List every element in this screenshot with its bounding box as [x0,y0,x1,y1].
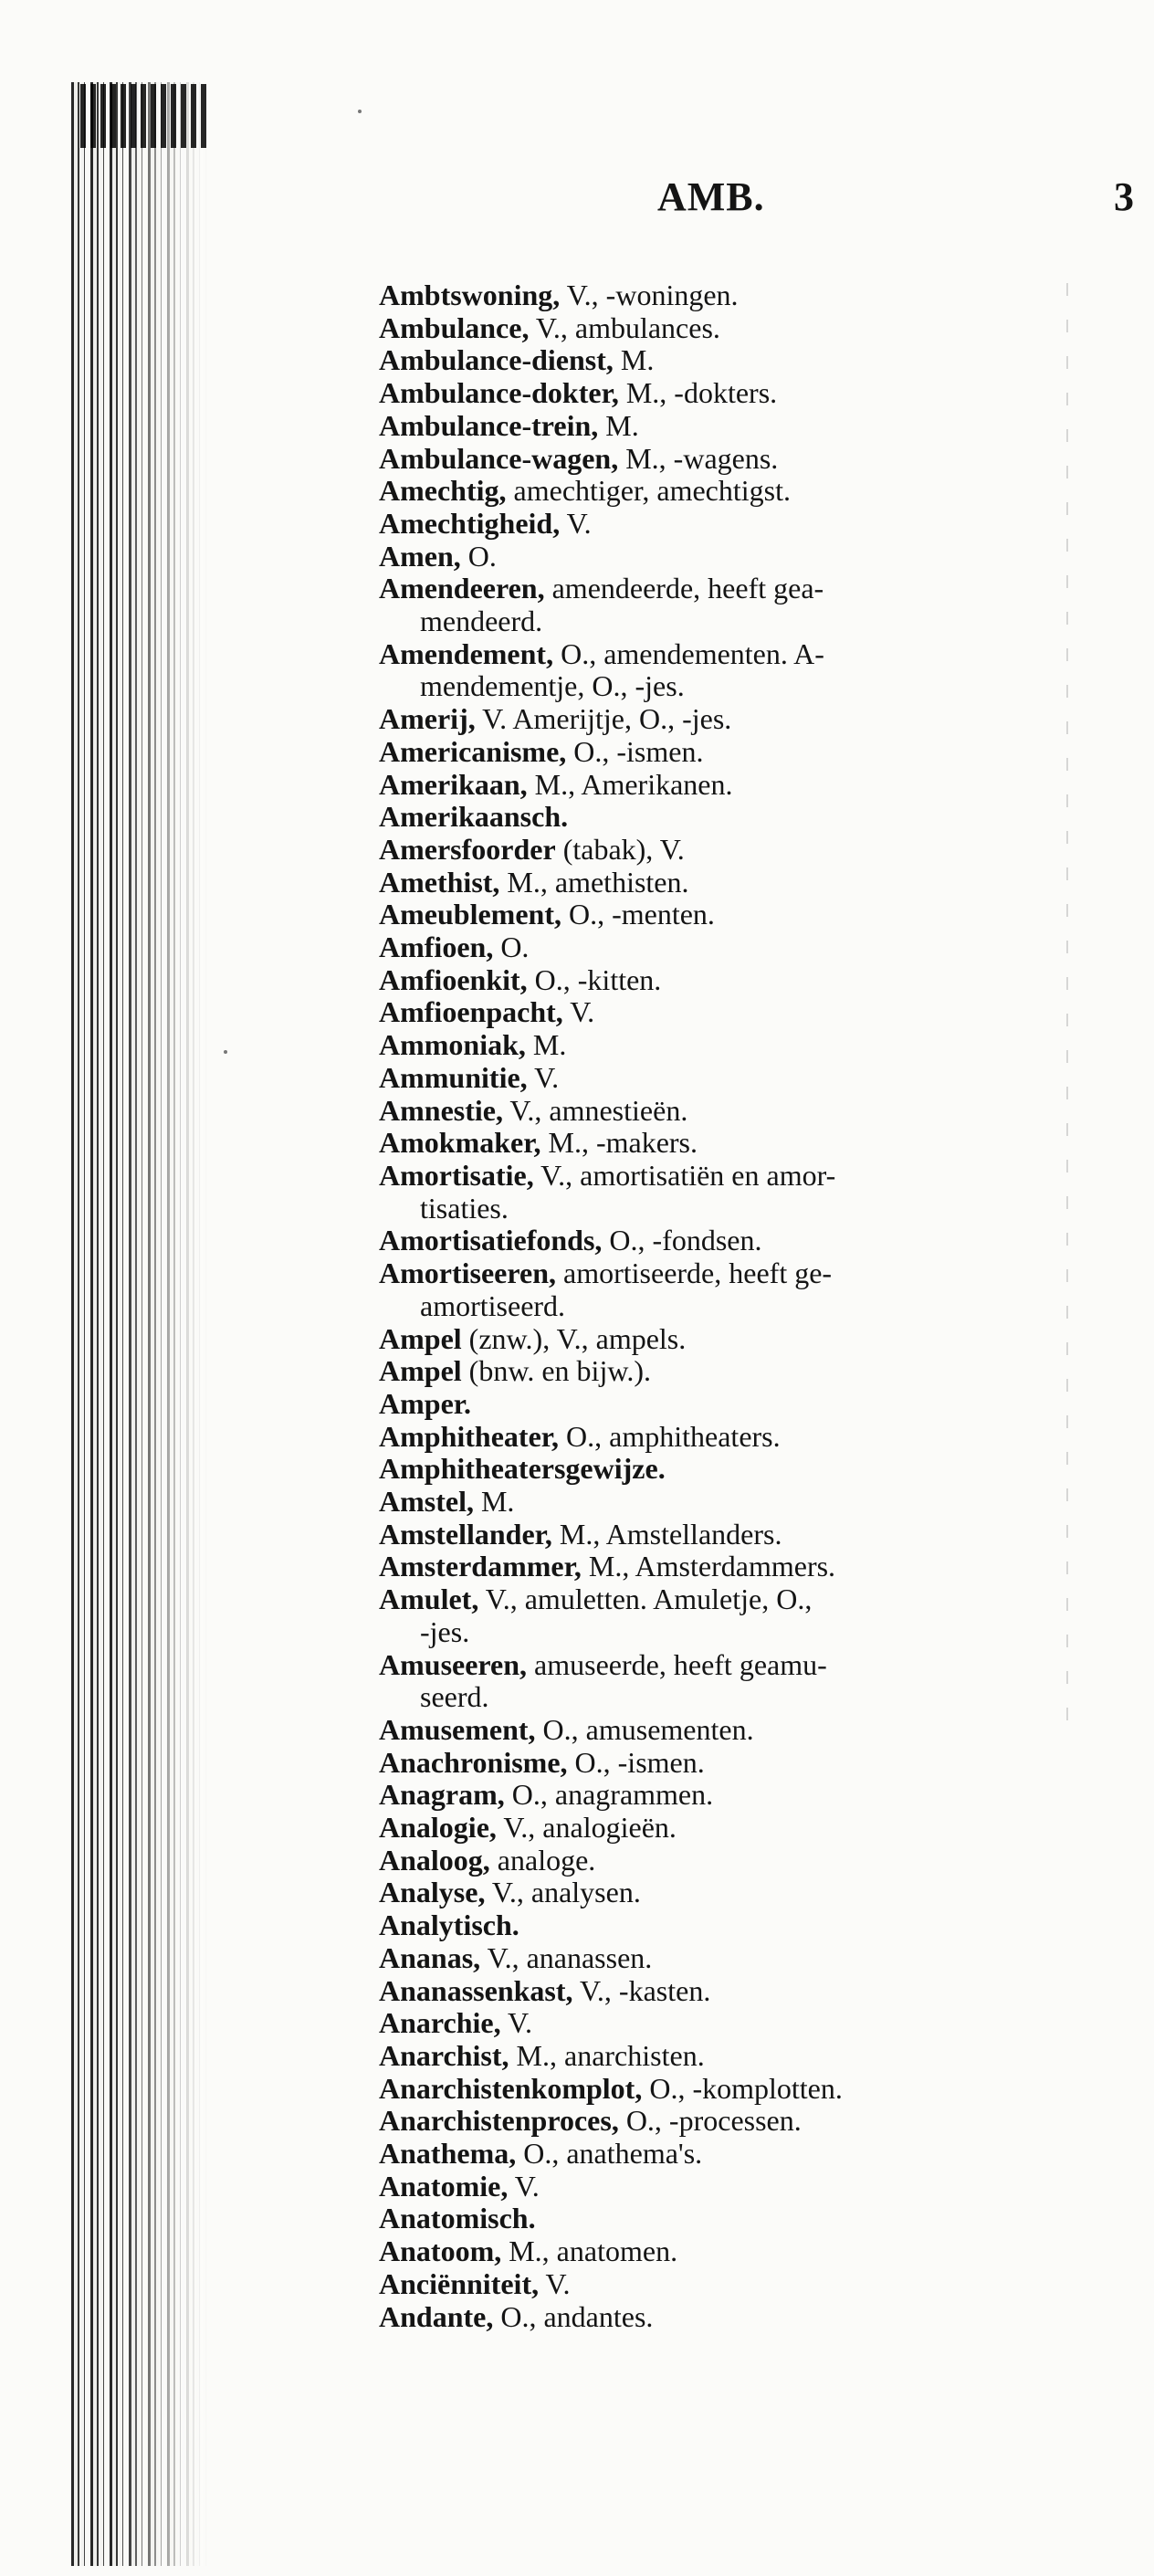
entry-definition: O., andantes. [493,2299,654,2333]
entry-definition: V. Amerijtje, O., -jes. [475,702,732,736]
entry-headword: Amfioen, [379,931,494,964]
dictionary-entry [379,769,1073,802]
entry-definition: V. [562,995,595,1029]
entry-headword: Amstellander, [379,1517,552,1551]
dictionary-entry [379,1583,1073,1648]
dictionary-entry [379,834,1073,867]
entry-definition: V., ambulances. [529,310,720,344]
entry-headword: Amortiseeren, [379,1256,556,1290]
dictionary-entry [379,1975,1073,2008]
entry-definition: V., amortisatiën en amor- [533,1158,836,1192]
dictionary-entry [379,2268,1073,2301]
dictionary-entry [379,1257,1073,1322]
entry-headword: Amfioenkit, [379,962,528,996]
dictionary-entry [379,931,1073,964]
entry-headword: Amersfoorder [379,832,556,866]
entry-headword: Amper. [379,1386,472,1420]
entry-headword: Analoog, [379,1843,490,1877]
entry-definition: M., amethisten. [499,865,689,899]
entry-headword: Ammunitie, [379,1060,528,1094]
dictionary-entry [379,1486,1073,1519]
entry-definition: M., -makers. [540,1126,698,1160]
entry-definition: M. [473,1485,515,1519]
dictionary-entry [379,1909,1073,1942]
dictionary-entry [379,1877,1073,1909]
entry-definition: V. [539,2266,571,2300]
entry-definition: V., analysen. [485,1876,641,1909]
entry-definition: O., -processen. [618,2104,802,2138]
dictionary-entry [379,2171,1073,2203]
entry-headword: Analytisch. [379,1908,519,1942]
entry-definition: V., amnestieën. [502,1093,688,1127]
entry-headword: Amortisatie, [379,1158,534,1192]
entry-definition: O. [460,539,497,573]
entry-definition: M., Amerikanen. [527,767,733,801]
dictionary-entry [379,638,1073,703]
entry-definition: V., amuletten. Amuletje, O., [478,1582,813,1616]
dictionary-entry [379,2007,1073,2040]
entry-definition: amechtiger, amechtigst. [506,474,791,508]
running-head: AMB. [657,174,765,219]
entry-headword: Ananassenkast, [379,1973,573,2007]
dictionary-entry [379,1779,1073,1812]
entry-definition: V. [560,506,592,540]
dictionary-entry [379,2203,1073,2235]
entry-headword: Anciënniteit, [379,2266,540,2300]
entry-headword: Ambulance, [379,310,530,344]
entry-headword: Amusement, [379,1712,536,1746]
entry-definition: V. [500,2006,533,2040]
entry-headword: Americanisme, [379,734,567,768]
entry-headword: Amerikaansch. [379,800,569,834]
entry-continuation: seerd. [420,1680,489,1714]
entry-definition: M., -dokters. [618,376,778,410]
dictionary-entry [379,1845,1073,1877]
entry-headword: Amethist, [379,865,500,899]
dictionary-entry [379,508,1073,541]
dictionary-entry [379,1747,1073,1780]
dictionary-entry [379,899,1073,931]
dictionary-entry [379,279,1073,312]
entry-definition: M., anarchisten. [509,2038,705,2072]
entry-headword: Amphitheatersgewijze. [379,1452,666,1486]
entry-headword: Amechtigheid, [379,506,561,540]
entry-definition: M., Amstellanders. [551,1517,782,1551]
entry-definition: V. [508,2169,540,2203]
entry-definition: M. [613,343,655,377]
entry-headword: Ambulance-trein, [379,408,599,442]
entry-definition: O., -komplotten. [642,2071,843,2105]
entry-definition: O., amusementen. [535,1712,754,1746]
entry-headword: Anachronisme, [379,1745,568,1779]
entry-headword: Ambulance-wagen, [379,441,619,475]
entry-definition: M., anatomen. [501,2234,678,2268]
entry-headword: Anatomie, [379,2169,509,2203]
entry-headword: Ammoniak, [379,1028,526,1062]
entry-headword: Analogie, [379,1811,497,1845]
dictionary-entry [379,1942,1073,1975]
dictionary-entry [379,2138,1073,2171]
book-spine-edge [80,84,208,148]
entry-definition: amuseerde, heeft geamu- [527,1647,827,1681]
entry-definition: M., -wagens. [618,441,779,475]
entry-headword: Andante, [379,2299,494,2333]
entry-definition: M. [598,408,639,442]
dictionary-entry [379,867,1073,899]
entry-definition: V., analogieën. [496,1811,677,1845]
dictionary-entry [379,1812,1073,1845]
entry-headword: Anatoom, [379,2234,502,2268]
dictionary-entry [379,1551,1073,1583]
entry-headword: Amsterdammer, [379,1550,582,1583]
dictionary-entry [379,2301,1073,2334]
entry-definition: O. [493,931,530,964]
entry-headword: Anathema, [379,2137,517,2171]
entry-headword: Ambulance-dokter, [379,376,619,410]
entry-headword: Amerikaan, [379,767,528,801]
entry-continuation: tisaties. [420,1191,509,1225]
entry-headword: Anatomisch. [379,2202,536,2235]
page-number: 3 [1114,174,1134,219]
entry-definition: O., -fondsen. [602,1224,762,1257]
dictionary-entry [379,996,1073,1029]
dictionary-entry [379,1649,1073,1714]
entry-headword: Amuseeren, [379,1647,528,1681]
entry-definition: (tabak), V. [555,832,685,866]
dictionary-entry [379,1388,1073,1421]
dictionary-entry [379,2040,1073,2073]
dictionary-entry [379,410,1073,443]
dictionary-entry [379,377,1073,410]
dictionary-entry [379,1095,1073,1128]
entry-headword: Amstel, [379,1485,474,1519]
entry-headword: Amulet, [379,1582,479,1616]
entry-headword: Analyse, [379,1876,486,1909]
dictionary-entry [379,1355,1073,1388]
dictionary-entry [379,736,1073,769]
entry-definition: V., -woningen. [560,279,739,311]
book-spine-shadow [71,82,208,2566]
entry-headword: Amen, [379,539,461,573]
entry-definition: amendeerde, heeft gea- [544,572,824,605]
dictionary-entry [379,1714,1073,1747]
entry-definition: V., ananassen. [480,1940,653,1974]
entry-headword: Ampel [379,1354,462,1388]
entry-headword: Amfioenpacht, [379,995,563,1029]
dictionary-entry [379,1323,1073,1356]
entry-definition: amortiseerde, heeft ge- [556,1256,833,1290]
entry-headword: Anarchistenkomplot, [379,2071,643,2105]
entry-headword: Anarchie, [379,2006,501,2040]
entry-headword: Amokmaker, [379,1126,541,1160]
entry-definition: M., Amsterdammers. [581,1550,836,1583]
dictionary-entry [379,964,1073,997]
dictionary-entry [379,312,1073,345]
entry-headword: Ambtswoning, [379,279,561,311]
speck [358,110,362,113]
entry-definition: O., -menten. [561,898,715,931]
dictionary-entry [379,703,1073,736]
entry-continuation: mendeerd. [420,605,543,638]
entry-definition: O., amendementen. A- [553,636,824,670]
dictionary-entries [379,279,1073,2333]
entry-headword: Amechtig, [379,474,507,508]
dictionary-entry [379,1519,1073,1551]
dictionary-entry [379,1225,1073,1257]
entry-definition: (bnw. en bijw.). [461,1354,652,1388]
entry-headword: Amnestie, [379,1093,503,1127]
dictionary-entry [379,475,1073,508]
dictionary-entry [379,2235,1073,2268]
entry-headword: Ananas, [379,1940,481,1974]
dictionary-entry [379,801,1073,834]
entry-headword: Amortisatiefonds, [379,1224,603,1257]
entry-headword: Amphitheater, [379,1419,560,1453]
dictionary-entry [379,1062,1073,1095]
dictionary-entry [379,1127,1073,1160]
entry-headword: Amendeeren, [379,572,545,605]
entry-definition: M. [525,1028,567,1062]
entry-continuation: amortiseerd. [420,1288,566,1322]
entry-headword: Ameublement, [379,898,561,931]
entry-headword: Amerij, [379,702,476,736]
dictionary-entry [379,443,1073,476]
entry-headword: Anarchistenproces, [379,2104,619,2138]
dictionary-entry [379,1421,1073,1454]
entry-definition: V. [527,1060,560,1094]
dictionary-entry [379,2073,1073,2106]
dictionary-entry [379,1453,1073,1486]
entry-definition: O., -kitten. [527,962,662,996]
dictionary-entry [379,1029,1073,1062]
entry-headword: Amendement, [379,636,554,670]
speck [224,1050,227,1054]
entry-headword: Ampel [379,1321,462,1355]
dictionary-entry [379,2105,1073,2138]
entry-definition: analoge. [489,1843,596,1877]
entry-headword: Ambulance-dienst, [379,343,614,377]
dictionary-entry [379,541,1073,573]
entry-definition: O., anathema's. [516,2137,703,2171]
entry-definition: O., -ismen. [566,734,704,768]
entry-definition: (znw.), V., ampels. [461,1321,687,1355]
entry-headword: Anarchist, [379,2038,509,2072]
dictionary-entry [379,1160,1073,1225]
entry-definition: O., anagrammen. [504,1778,714,1812]
entry-continuation: mendementje, O., -jes. [420,669,685,703]
page-header [0,173,1154,228]
entry-definition: O., amphitheaters. [559,1419,781,1453]
dictionary-entry [379,573,1073,637]
entry-continuation: -jes. [420,1614,470,1648]
entry-headword: Anagram, [379,1778,505,1812]
entry-definition: V., -kasten. [572,1973,711,2007]
entry-definition: O., -ismen. [567,1745,705,1779]
dictionary-entry [379,344,1073,377]
